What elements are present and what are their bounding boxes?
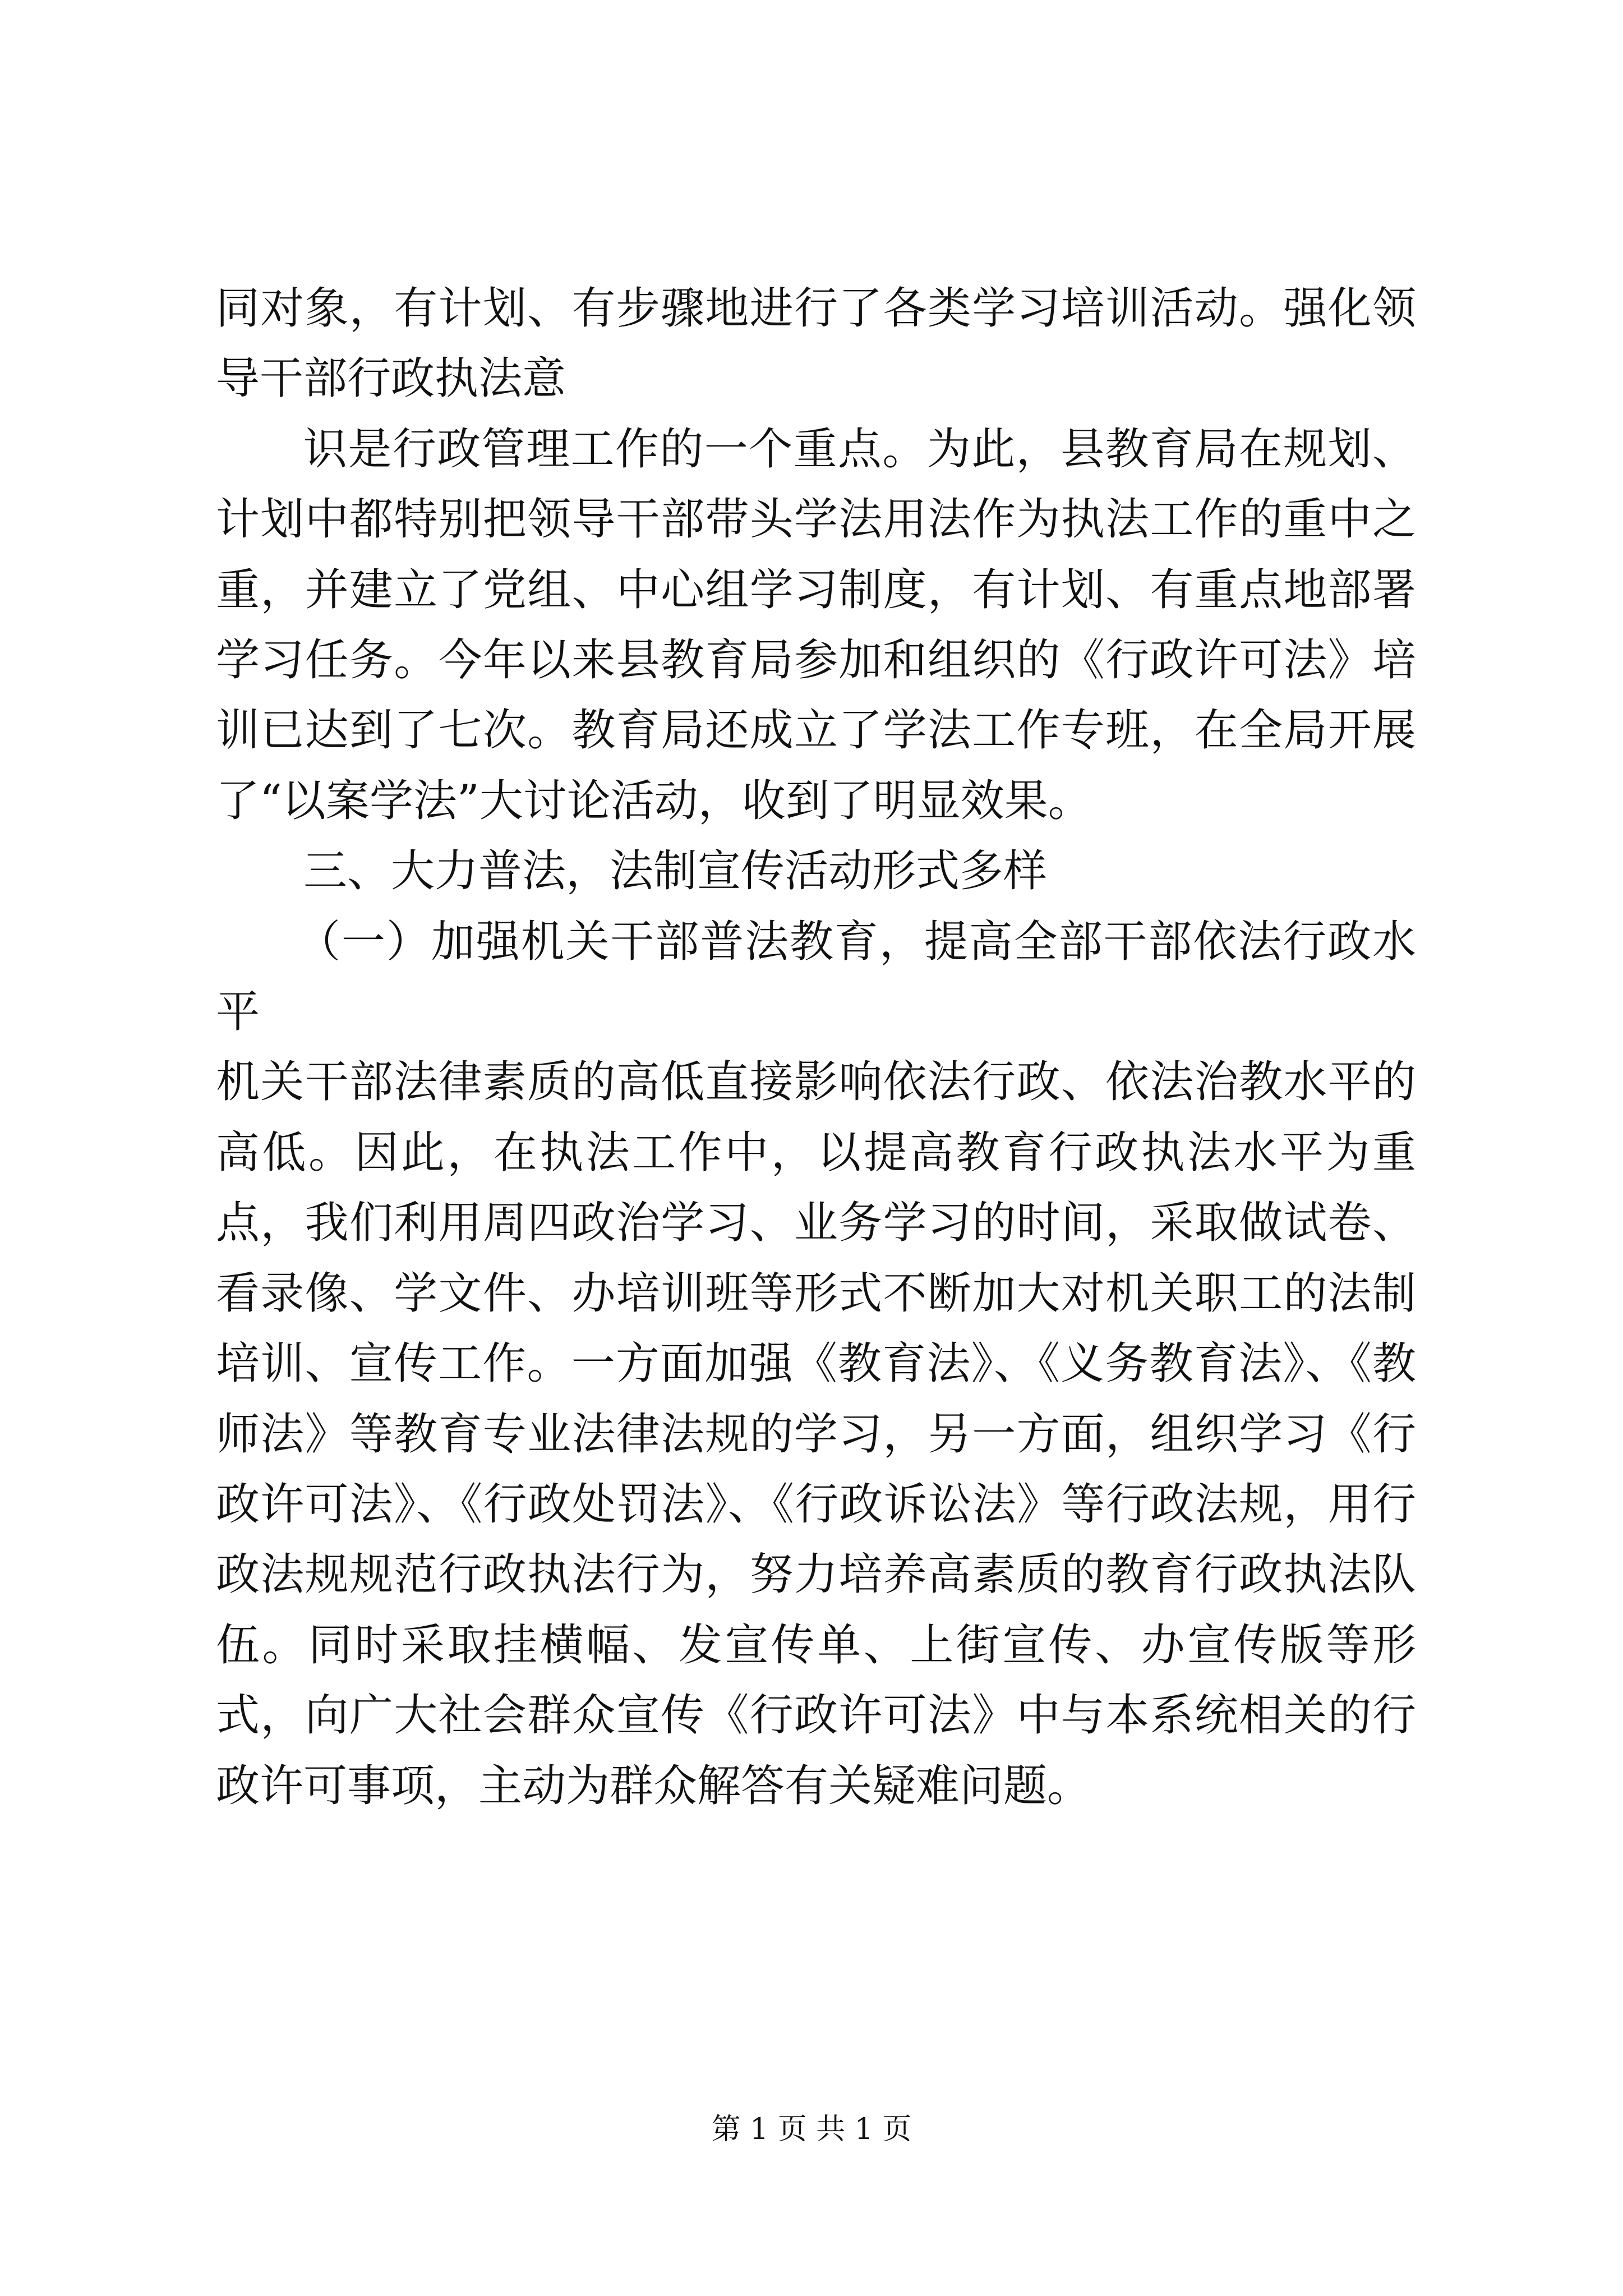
subsection-heading-1: （一）加强机关干部普法教育，提高全部干部依法行政水平 [216,916,1416,1038]
paragraph-continuation: 同对象，有计划、有步骤地进行了各类学习培训活动。强化领导干部行政执法意 [216,283,1416,404]
paragraph-cadre-education: 机关干部法律素质的高低直接影响依法行政、依法治教水平的高低。因此，在执法工作中，以提高教育行政执法水平为重点，我们利用周四政治学习、业务学习的时间，采取做试卷、看录像、学文件、办培训班等形式不断加大对机关职工的法制培训、宣传工作。一方面加强《教育法》、《义务教育法》、《教师法》等教育专业法律法规的学习，另一方面，组织学习《行政许可法》、《行政处罚法》、《行政诉讼法》等行政法规，用行政法规规范行政执法行为，努力培养高素质的教育行政执法队伍。同时采取挂横幅、发宣传单、上街宣传、办宣传版等形式，向广大社会群众宣传《行政许可法》中与本系统相关的行政许可事项，主动为群众解答有关疑难问题。 [216,1057,1416,1811]
paragraph-leadership-training: 识是行政管理工作的一个重点。为此，县教育局在规划、计划中都特别把领导干部带头学法用法作为执法工作的重中之重，并建立了党组、中心组学习制度，有计划、有重点地部署学习任务。今年以来县教育局参加和组织的《行政许可法》培训已达到了七次。教育局还成立了学法工作专班，在全局开展了“以案学法”大讨论活动，收到了明显效果。 [216,424,1416,826]
section-heading-3: 三、大力普法，法制宣传活动形式多样 [303,846,1048,897]
page-footer: 第 1 页 共 1 页 [711,2113,912,2146]
document-body [216,274,1416,1821]
